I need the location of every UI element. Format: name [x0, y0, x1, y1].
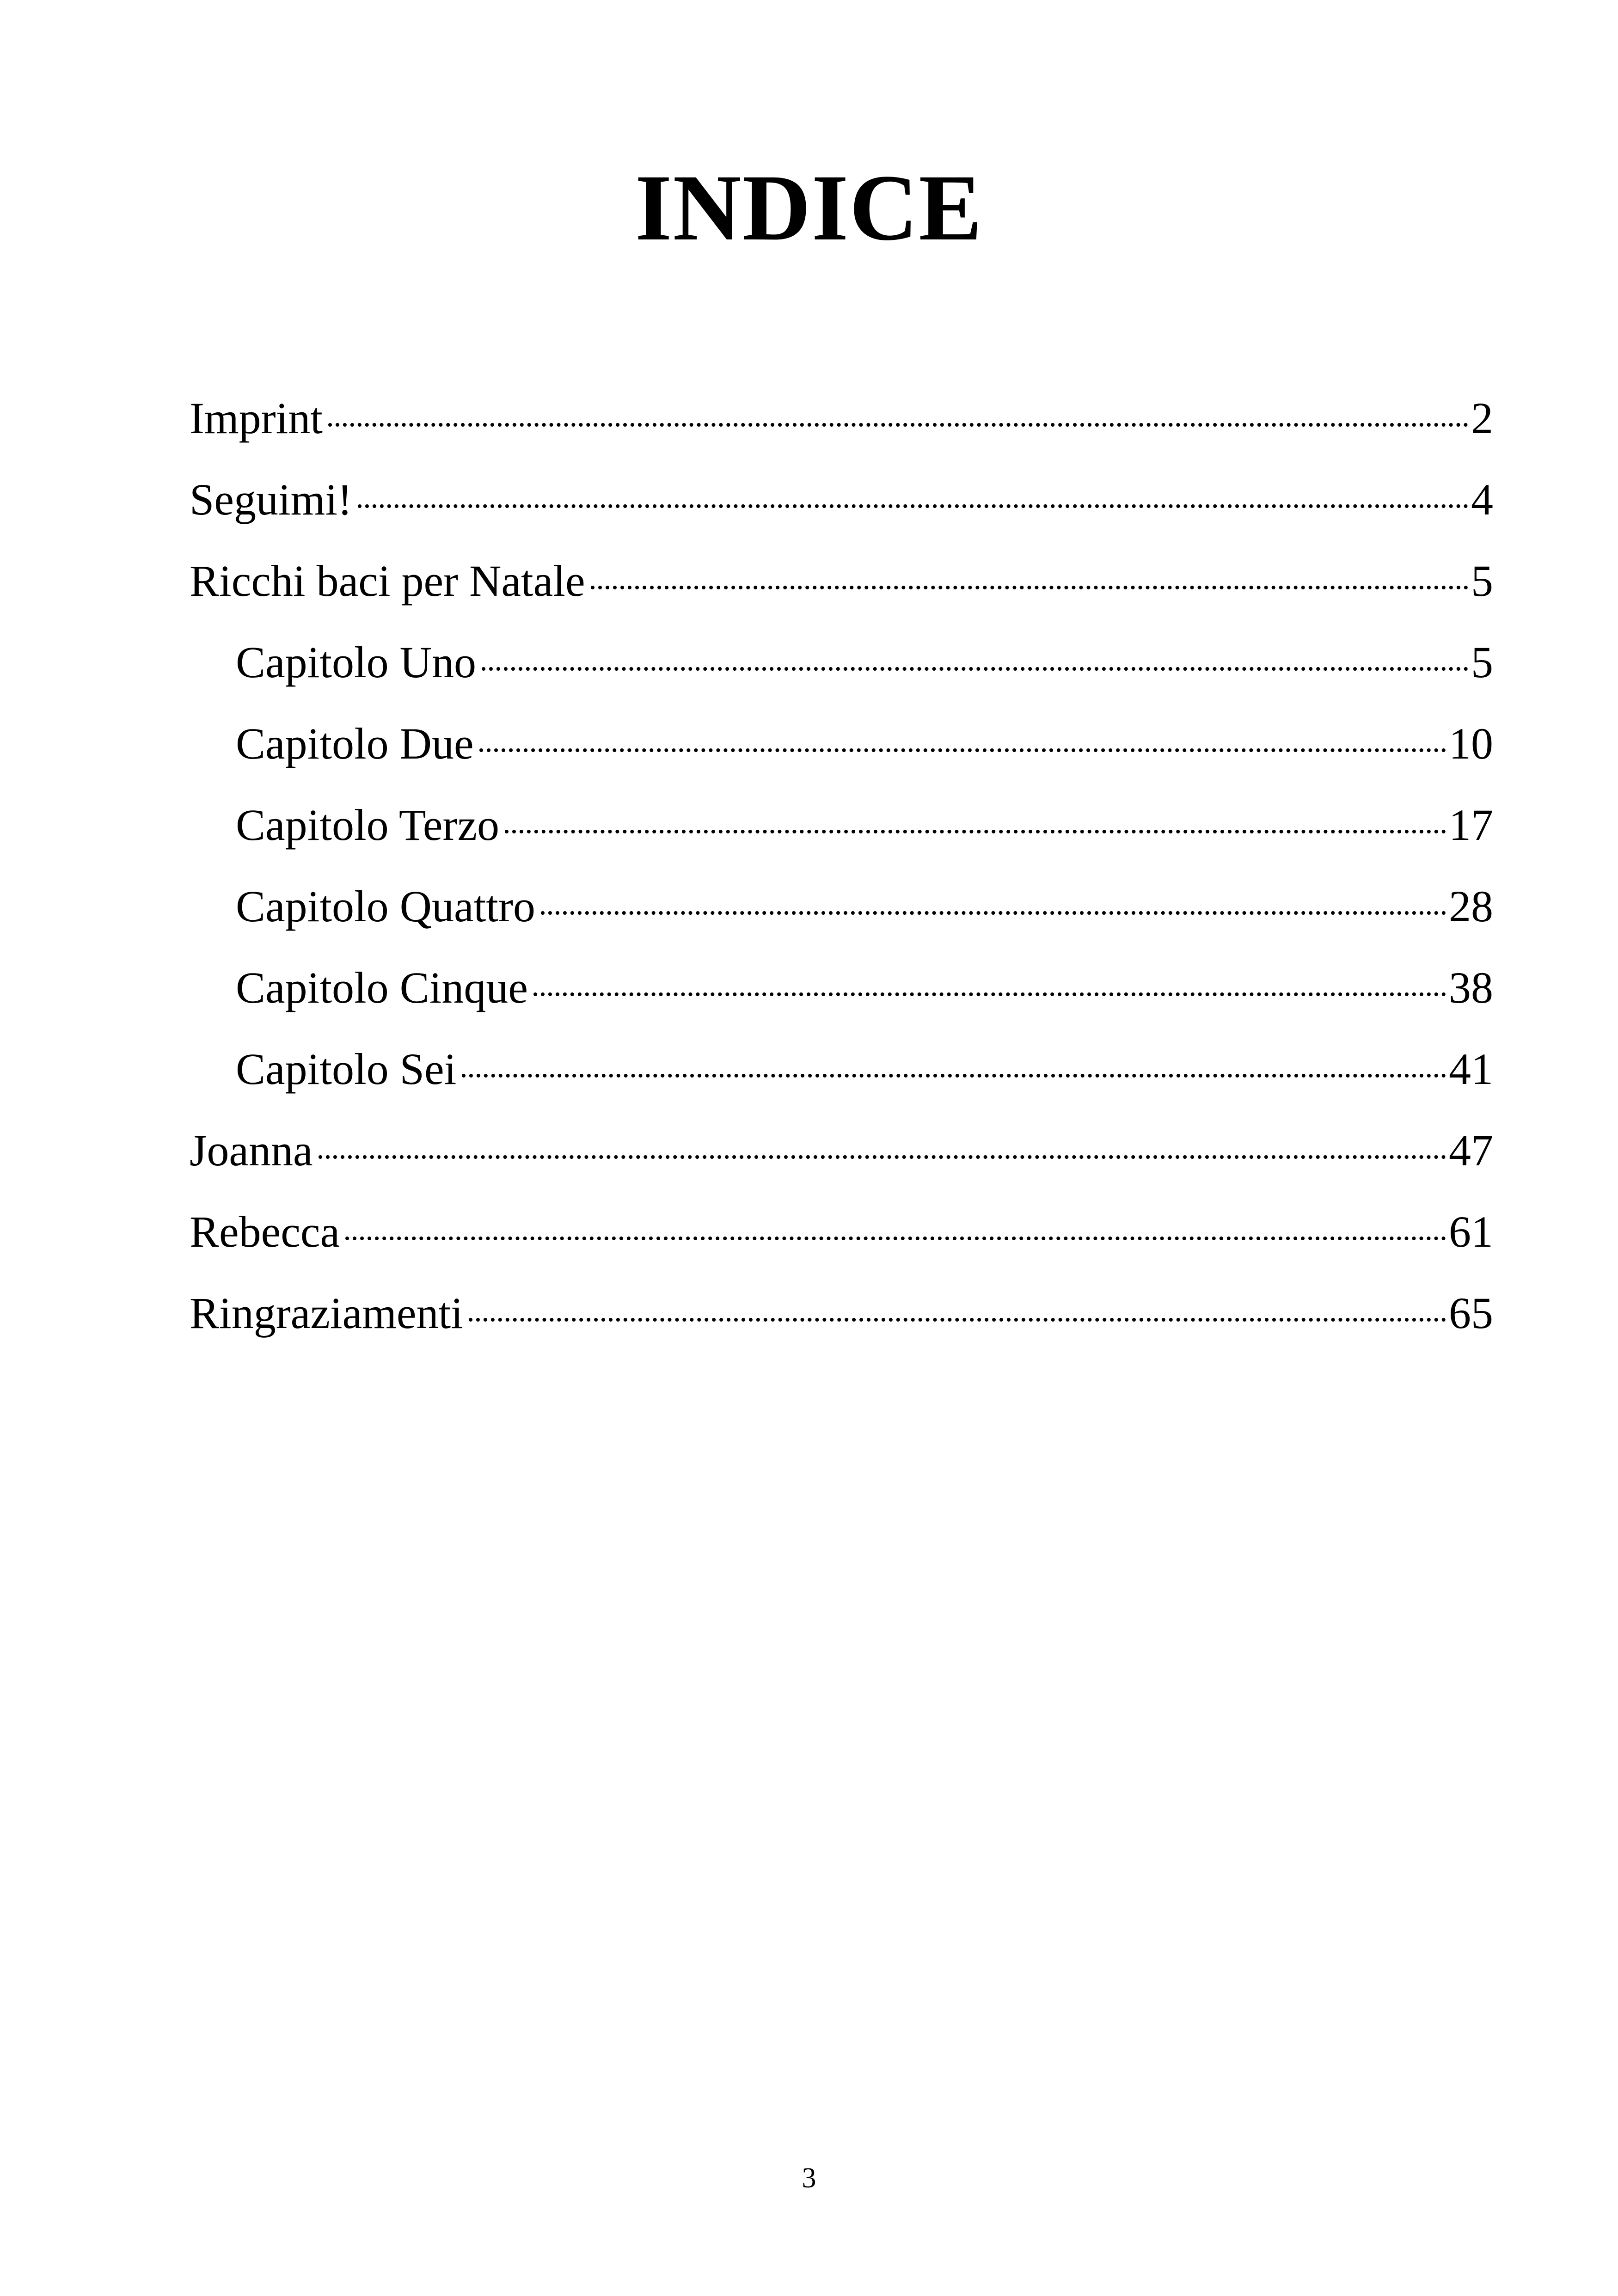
dot-leader [358, 504, 1468, 508]
dot-leader [591, 586, 1468, 589]
toc-entry-capitolo-quattro[interactable] [236, 876, 1493, 937]
toc-entry-page: 47 [1449, 1126, 1493, 1175]
toc-entry-joanna[interactable] [190, 1120, 1493, 1181]
toc-entry-page: 10 [1449, 719, 1493, 768]
toc-entry-page: 41 [1449, 1044, 1493, 1094]
toc-entry-page: 5 [1471, 637, 1493, 687]
dot-leader [462, 1074, 1446, 1078]
toc-entry-label: Capitolo Cinque [236, 963, 528, 1012]
dot-leader [319, 1155, 1446, 1159]
toc-entry-label: Rebecca [190, 1207, 340, 1256]
toc-entry-page: 28 [1449, 882, 1493, 931]
toc-entry-page: 61 [1449, 1207, 1493, 1256]
toc-entry-label: Ringraziamenti [190, 1288, 463, 1338]
toc-entry-page: 5 [1471, 556, 1493, 606]
toc-entry-label: Capitolo Sei [236, 1044, 457, 1094]
dot-leader [505, 830, 1446, 833]
toc-entry-capitolo-due[interactable] [236, 714, 1493, 774]
toc-entry-page: 65 [1449, 1288, 1493, 1338]
page-number: 3 [802, 2162, 816, 2194]
dot-leader [469, 1318, 1446, 1322]
toc-entry-seguimi[interactable] [190, 470, 1493, 530]
toc-entry-page: 4 [1471, 475, 1493, 524]
dot-leader [479, 748, 1446, 752]
toc-entry-label: Capitolo Uno [236, 637, 476, 687]
toc-entry-capitolo-terzo[interactable] [236, 795, 1493, 855]
toc-entry-label: Capitolo Terzo [236, 800, 500, 850]
toc-entry-label: Seguimi! [190, 475, 352, 524]
dot-leader [328, 423, 1468, 427]
toc-entry-label: Imprint [190, 393, 323, 443]
dot-leader [533, 992, 1446, 996]
toc-entry-rebecca[interactable] [190, 1202, 1493, 1262]
toc-entry-page: 2 [1471, 393, 1493, 443]
page-title: INDICE [635, 155, 983, 260]
dot-leader [345, 1237, 1446, 1240]
toc-entry-imprint[interactable] [190, 388, 1493, 448]
toc-entry-ringraziamenti[interactable] [190, 1283, 1493, 1343]
toc-entry-capitolo-cinque[interactable] [236, 958, 1493, 1018]
toc-entry-label: Capitolo Due [236, 719, 474, 768]
toc-entry-page: 17 [1449, 800, 1493, 850]
dot-leader [482, 667, 1468, 671]
toc-entry-label: Capitolo Quattro [236, 882, 535, 931]
dot-leader [541, 911, 1446, 915]
toc-entry-capitolo-sei[interactable] [236, 1039, 1493, 1099]
toc-entry-page: 38 [1449, 963, 1493, 1012]
toc-entry-ricchi-baci-per-natale[interactable] [190, 551, 1493, 611]
toc-entry-label: Ricchi baci per Natale [190, 556, 585, 606]
toc-entry-label: Joanna [190, 1126, 313, 1175]
toc-entry-capitolo-uno[interactable] [236, 632, 1493, 692]
